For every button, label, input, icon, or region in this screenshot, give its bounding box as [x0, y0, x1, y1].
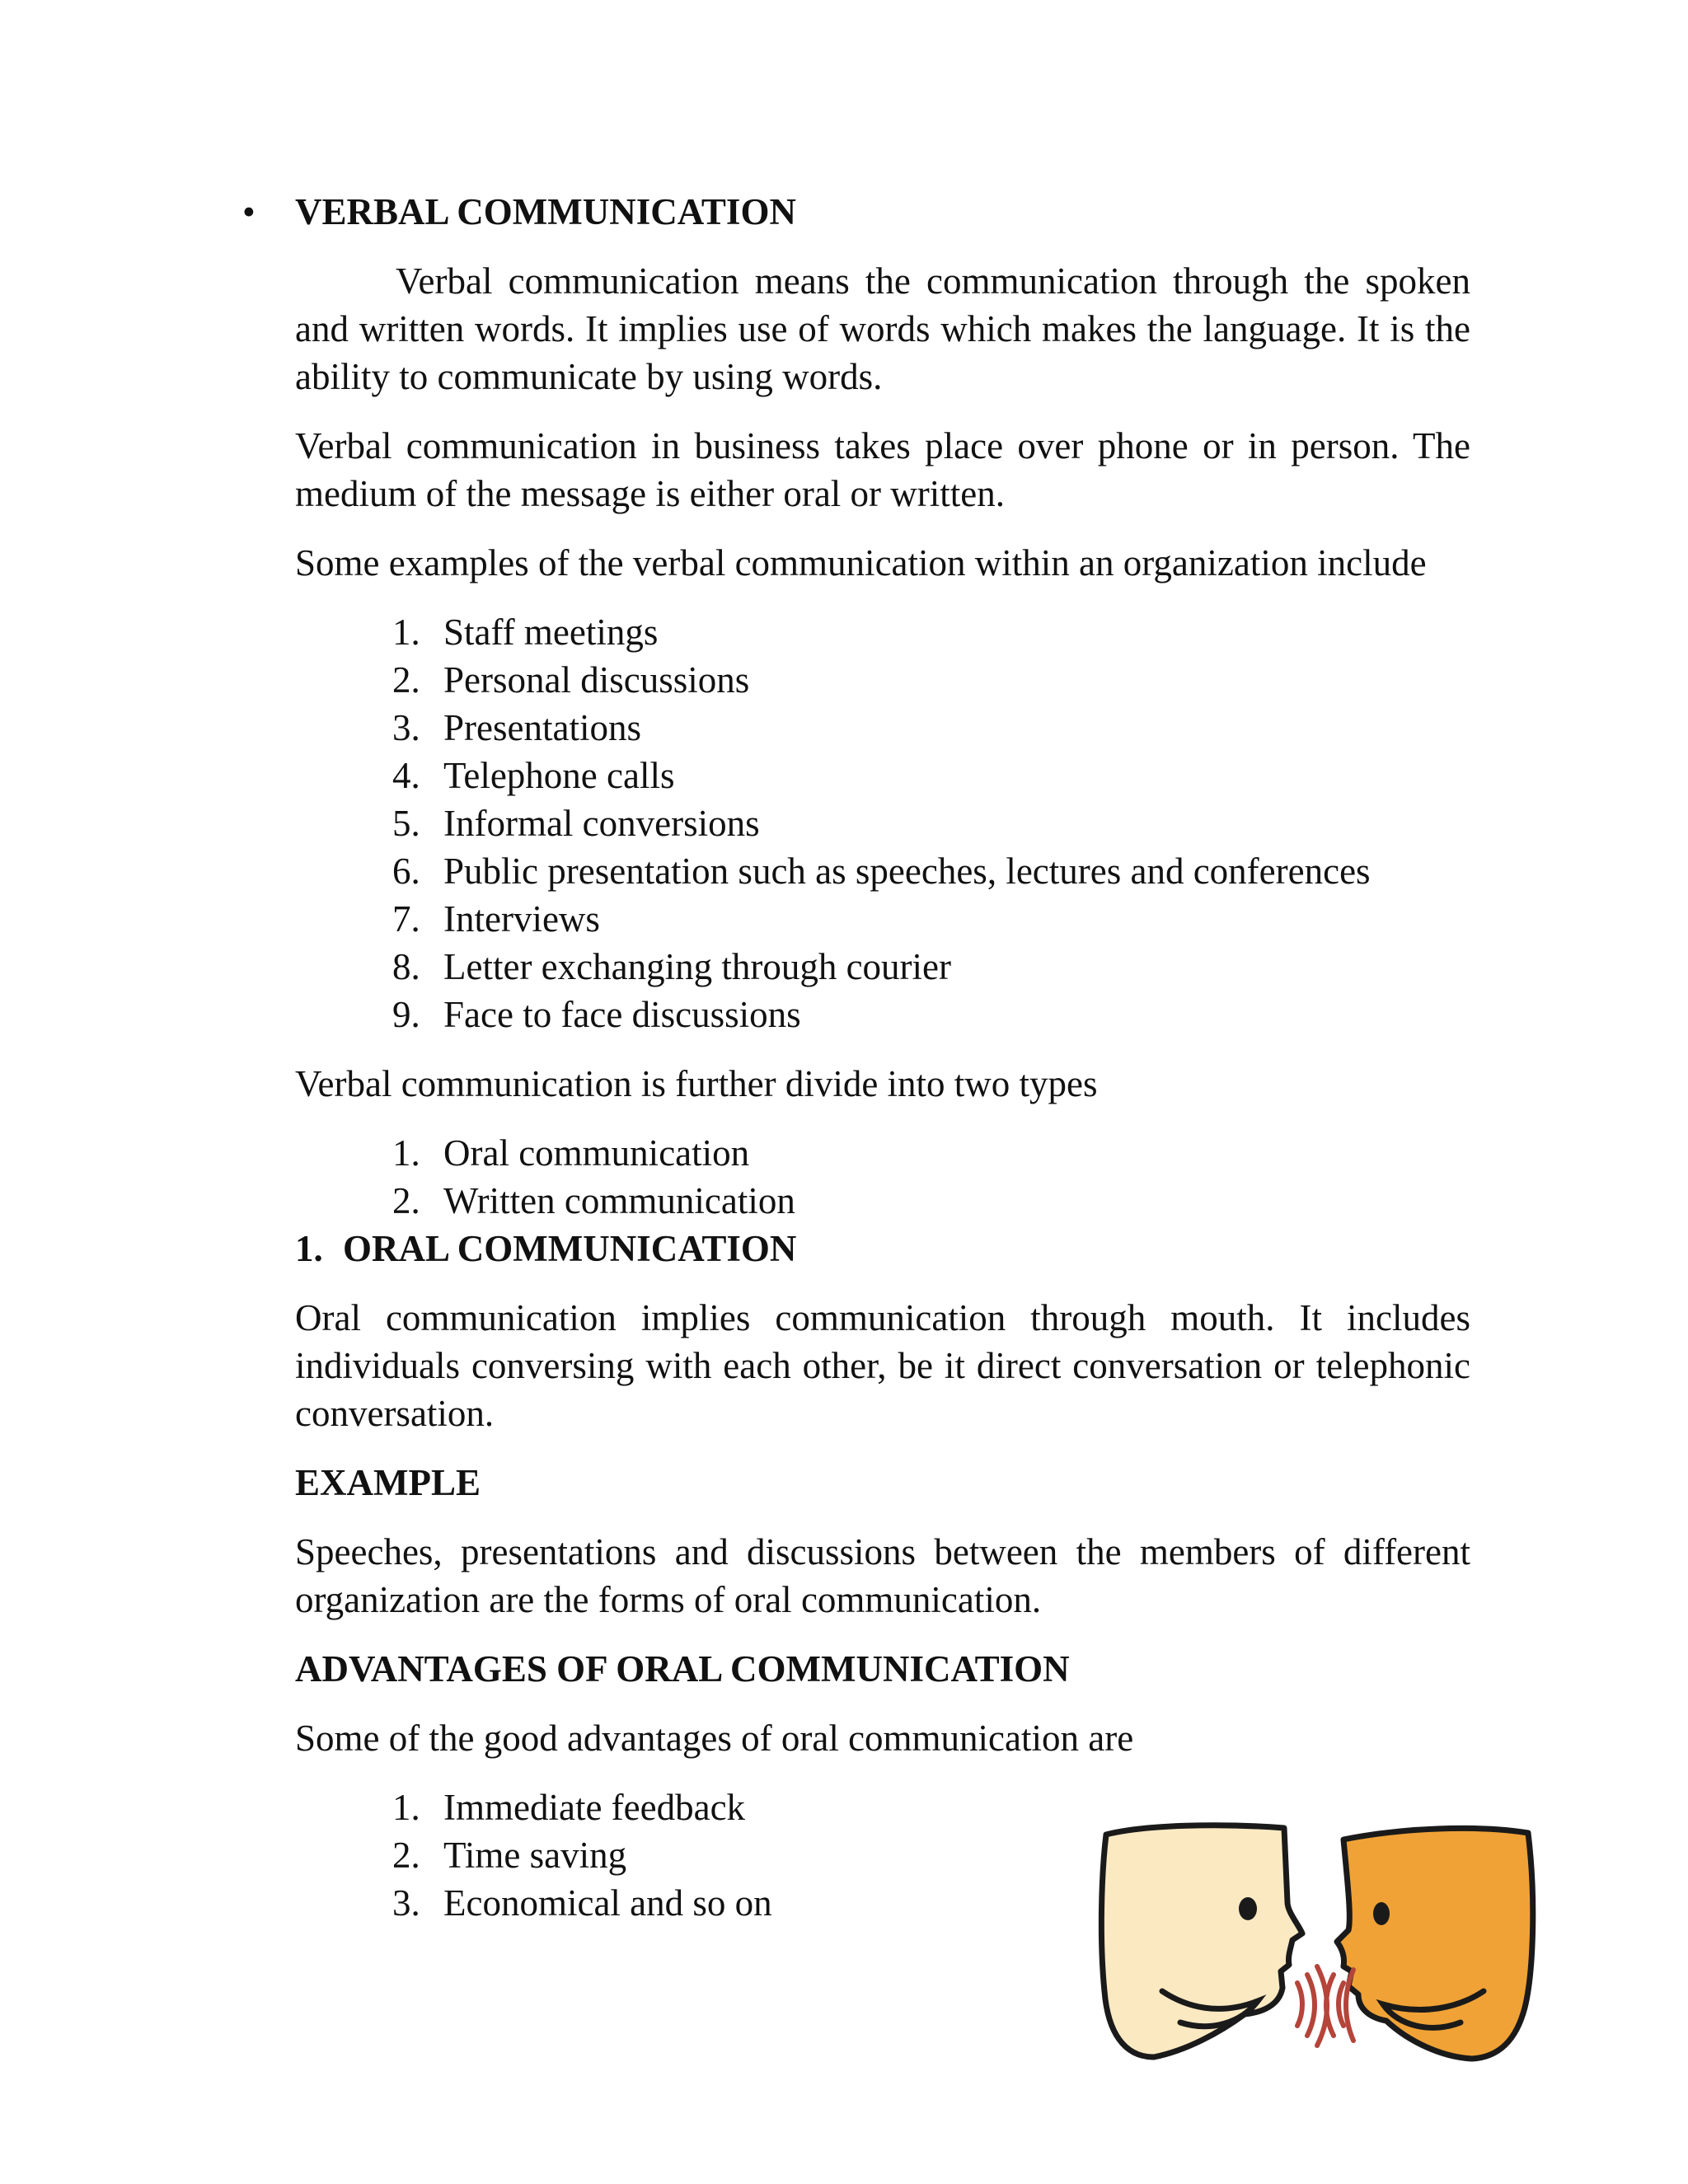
list-item: 5. Informal conversions	[392, 803, 760, 844]
verbal-communication-heading: VERBAL COMMUNICATION	[295, 191, 796, 232]
list-item: 6. Public presentation such as speeches, lectures and conferences	[392, 851, 1371, 892]
list-item: 3. Economical and so on	[392, 1882, 772, 1924]
list-item: 1. Oral communication	[392, 1132, 750, 1174]
business-paragraph: Verbal communication in business takes place over phone or in person. The medium of the message is either oral or written.	[295, 425, 1470, 514]
list-item: 4. Telephone calls	[392, 755, 675, 796]
left-face-icon	[1101, 1825, 1302, 2057]
right-face-icon	[1337, 1828, 1533, 2059]
examples-list	[295, 608, 1470, 1038]
list-item: 8. Letter exchanging through courier	[392, 946, 952, 987]
list-item: 7. Interviews	[392, 898, 600, 940]
section-heading	[242, 188, 1470, 236]
types-list	[295, 1129, 1470, 1225]
example-heading: EXAMPLE	[295, 1462, 481, 1503]
list-item: 2. Time saving	[392, 1835, 627, 1876]
document-content	[242, 188, 1470, 1927]
list-item: 9. Face to face discussions	[392, 994, 801, 1035]
bullet-icon: •	[242, 191, 256, 232]
list-item: 3. Presentations	[392, 707, 641, 748]
list-item: 2. Personal discussions	[392, 659, 750, 701]
list-item: 1. Staff meetings	[392, 612, 659, 653]
oral-paragraph: Oral communication implies communication through mouth. It includes individuals conversing with each other, be it direct conversation or telephonic conversation.	[295, 1297, 1470, 1434]
advantages-intro: Some of the good advantages of oral communication are	[295, 1718, 1134, 1759]
oral-communication-heading: 1. ORAL COMMUNICATION	[295, 1228, 797, 1269]
sound-waves-icon	[1297, 1966, 1353, 2046]
list-item: 1. Immediate feedback	[392, 1787, 746, 1828]
advantages-heading: ADVANTAGES OF ORAL COMMUNICATION	[295, 1648, 1070, 1690]
intro-paragraph: Verbal communication means the communication through the spoken and written words. It implies use of words which makes the language. It is the ability to communicate by using words.	[295, 260, 1470, 397]
list-item: 2. Written communication	[392, 1180, 795, 1221]
talking-faces-illustration	[1096, 1810, 1541, 2090]
example-paragraph: Speeches, presentations and discussions between the members of different organization are the forms of oral communication.	[295, 1531, 1470, 1620]
types-intro: Verbal communication is further divide into two types	[295, 1063, 1098, 1104]
examples-intro: Some examples of the verbal communication within an organization include	[295, 542, 1427, 583]
